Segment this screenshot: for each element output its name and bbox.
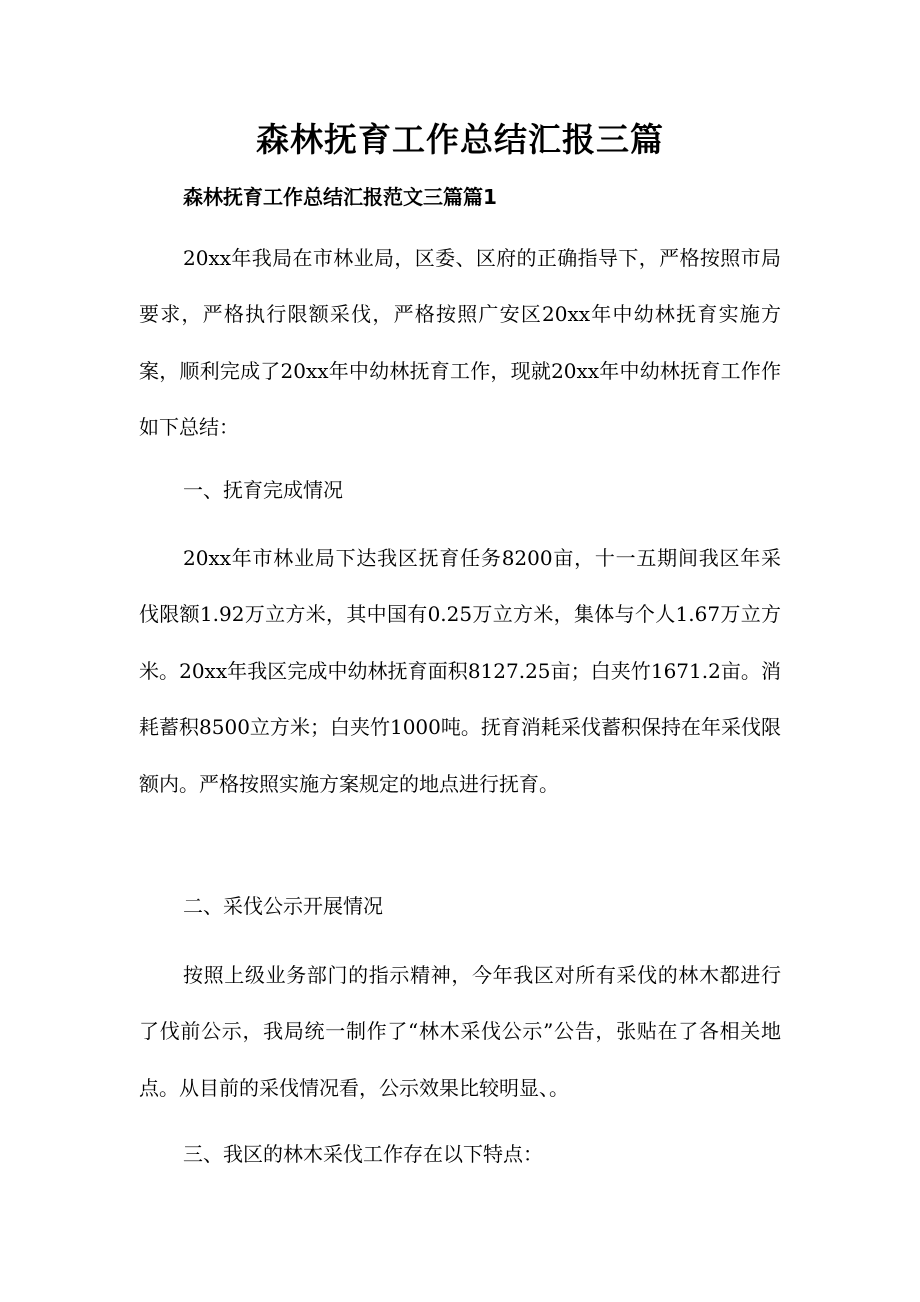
document-title: 森林抚育工作总结汇报三篇	[256, 120, 664, 159]
paragraph-completion: 20xx年市林业局下达我区抚育任务8200亩，十一五期间我区年采伐限额1.92万立方米，其中国有0.25万立方米，集体与个人1.67万立方米。20xx年我区完成中幼林抚育面积8127.25亩；白夹竹1671.2亩。消耗蓄积8500立方米；白夹竹1000吨。抚育消耗采伐蓄积保持在年采伐限额内。严格按照实施方案规定的地点进行抚育。	[139, 546, 781, 796]
document-subtitle: 森林抚育工作总结汇报范文三篇篇1	[183, 185, 497, 209]
paragraph-intro: 20xx年我局在市林业局，区委、区府的正确指导下，严格按照市局要求，严格执行限额采伐，严格按照广安区20xx年中幼林抚育实施方案，顺利完成了20xx年中幼林抚育工作，现就20xx年中幼林抚育工作作如下总结：	[139, 246, 781, 440]
paragraph-publicity: 按照上级业务部门的指示精神，今年我区对所有采伐的林木都进行了伐前公示，我局统一制作了“林木采伐公示”公告，张贴在了各相关地点。从目前的采伐情况看，公示效果比较明显、。	[139, 963, 781, 1100]
section-heading-2: 二、采伐公示开展情况	[183, 894, 383, 918]
section-heading-3: 三、我区的林木采伐工作存在以下特点：	[183, 1142, 543, 1166]
section-heading-1: 一、抚育完成情况	[183, 478, 343, 502]
